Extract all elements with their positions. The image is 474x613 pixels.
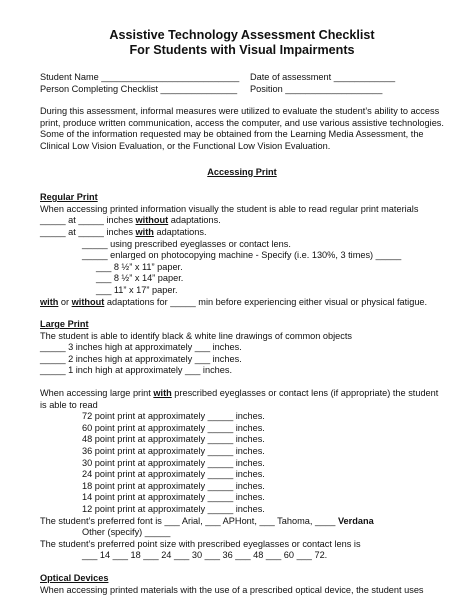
section-title-accessing-print: Accessing Print [207, 166, 277, 177]
point-size-item: 48 point print at approximately _____ inches. [82, 434, 265, 445]
document-page [40, 28, 447, 596]
point-size-item: 24 point print at approximately _____ inches. [82, 469, 265, 480]
heading-optical-devices: Optical Devices [40, 572, 109, 583]
info-row-1 [40, 72, 444, 84]
point-size-item: 72 point print at approximately _____ inches. [82, 411, 265, 422]
regular-print-intro: When accessing printed information visually the student is able to read regular print materials [40, 203, 419, 214]
regular-eyeglasses-item: _____ using prescribed eyeglasses or contact lens. [82, 238, 291, 249]
preferred-point-size-line: The student’s preferred point size with prescribed eyeglasses or contact lens is [40, 538, 361, 549]
regular-with-adaptations: _____ at _____ inches with adaptations. [40, 226, 207, 237]
large-print-access-intro: When accessing large print with prescribed eyeglasses or contact lens (if appropriate) the student is able to read [40, 388, 441, 410]
large-print-intro: The student is able to identify black & white line drawings of common objects [40, 330, 353, 341]
point-size-item: 30 point print at approximately _____ inches. [82, 457, 265, 468]
point-size-item: 18 point print at approximately _____ inches. [82, 480, 265, 491]
preferred-point-size-options: ___ 14 ___ 18 ___ 24 ___ 30 ___ 36 ___ 48 ___ 60 ___ 72. [82, 550, 328, 561]
point-size-item: 36 point print at approximately _____ inches. [82, 446, 265, 457]
point-size-item: 14 point print at approximately _____ inches. [82, 492, 265, 503]
regular-photocopy-item: _____ enlarged on photocopying machine - Specify (i.e. 130%, 3 times) _____ [82, 250, 402, 261]
point-size-item: 60 point print at approximately _____ inches. [82, 422, 265, 433]
document-title-line2: For Students with Visual Impairments [129, 43, 355, 57]
regular-fatigue-item: with or without adaptations for _____ min before experiencing either visual or physical fatigue. [40, 296, 428, 307]
intro-paragraph: During this assessment, informal measures were utilized to evaluate the student’s ability to access print, produce written communication, access the computer, and use various assistive technologies. Some of the information requested may be obtained from the Learning Media Assessment, the Clinical Low Vision Evaluation, or the Functional Low Vision Evaluation. [40, 106, 447, 151]
info-row-2 [40, 84, 444, 96]
optical-devices-intro: When accessing printed materials with the use of a prescribed optical device, the student uses [40, 584, 424, 595]
emphasis-with: with [135, 226, 154, 237]
student-name-field: Student Name ___________________________ [40, 72, 240, 82]
paper-size-item: ___ 8 ½” x 11” paper. [96, 261, 183, 272]
position-field: Position ___________________ [250, 83, 383, 94]
regular-without-adaptations: _____ at _____ inches without adaptations. [40, 215, 221, 226]
heading-large-print: Large Print [40, 319, 89, 330]
line-drawing-item: _____ 2 inches high at approximately ___ inches. [40, 353, 242, 364]
emphasis-without: without [135, 215, 169, 226]
preferred-font-line: The student’s preferred font is ___ Arial, ___ APHont, ___ Tahoma, ____ Verdana [40, 515, 374, 526]
assessment-date-field: Date of assessment ____________ [250, 72, 396, 82]
paper-size-item: ___ 11” x 17” paper. [96, 284, 178, 295]
document-title-line1: Assistive Technology Assessment Checklist [109, 28, 375, 42]
preferred-font-other: Other (specify) _____ [82, 527, 171, 538]
line-drawing-item: _____ 1 inch high at approximately ___ inches. [40, 365, 233, 376]
point-size-item: 12 point print at approximately _____ inches. [82, 504, 265, 514]
heading-regular-print: Regular Print [40, 192, 98, 203]
person-completing-field: Person Completing Checklist _______________ [40, 83, 238, 94]
line-drawing-item: _____ 3 inches high at approximately ___ inches. [40, 342, 242, 353]
paper-size-item: ___ 8 ½” x 14” paper. [96, 273, 184, 284]
